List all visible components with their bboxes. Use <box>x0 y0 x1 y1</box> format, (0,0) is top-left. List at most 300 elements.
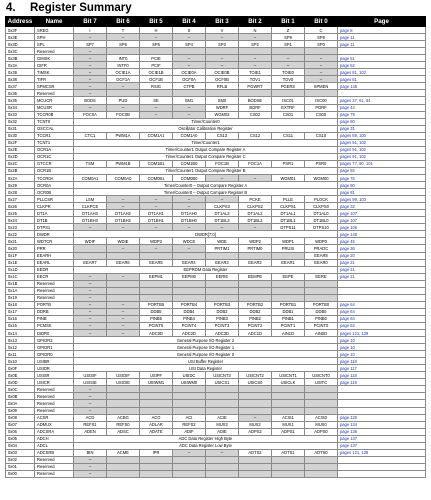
register-name-cell: OCR0B <box>35 189 74 196</box>
bit-cell: OCIE1B <box>140 69 173 76</box>
page-reference-cell: page 11 <box>338 41 426 48</box>
page-reference-cell: page 10 <box>338 351 426 358</box>
register-name-cell: USISR <box>35 372 74 379</box>
bit-cell <box>173 470 206 477</box>
page-reference-cell: page 10 <box>338 344 426 351</box>
bit-cell: – <box>74 463 107 470</box>
bit-cell: RSIG <box>140 83 173 90</box>
bit-cell: INT0 <box>107 55 140 62</box>
address-cell: 0x3F <box>6 27 35 34</box>
bit-cell: CS01 <box>272 111 305 118</box>
register-description-cell: Timer/Counter1 <box>74 139 338 146</box>
bit-cell: USICLK <box>272 379 305 386</box>
bit-cell: PRTIM0 <box>239 245 272 252</box>
address-cell: 0x20 <box>6 245 35 252</box>
bit-cell: – <box>173 196 206 203</box>
page-reference-cell <box>338 470 426 477</box>
bit-cell <box>272 287 305 294</box>
bit-cell: DT1AH0 <box>173 210 206 217</box>
bit-cell: TOV1 <box>239 76 272 83</box>
bit-cell: OCF1A <box>107 76 140 83</box>
register-name-cell: Reserved <box>35 287 74 294</box>
bit-cell <box>239 393 272 400</box>
bit-cell: – <box>305 62 338 69</box>
register-description-cell: Timer/Counter1 Output Compare Register B <box>74 167 338 174</box>
page-reference-cell: page 118 <box>338 372 426 379</box>
bit-cell: CLKPS1 <box>272 203 305 210</box>
bit-cell: H <box>140 27 173 34</box>
bit-cell: INTF0 <box>107 62 140 69</box>
bit-cell <box>107 90 140 97</box>
page-reference-cell: page 64 <box>338 315 426 322</box>
address-cell: 0x3B <box>6 55 35 62</box>
bit-cell: – <box>74 104 107 111</box>
bit-cell: DDB4 <box>173 308 206 315</box>
bit-cell: V <box>206 27 239 34</box>
address-cell: 0x1F <box>6 252 35 259</box>
bit-cell: EEAR6 <box>107 259 140 266</box>
page-reference-cell: page 145 <box>338 83 426 90</box>
bit-cell: ADIE <box>206 428 239 435</box>
table-row <box>6 217 426 224</box>
bit-cell: DT1AL0 <box>305 210 338 217</box>
bit-cell: EEPM0 <box>173 273 206 280</box>
bit-cell: ISC00 <box>305 97 338 104</box>
bit-cell <box>272 400 305 407</box>
page-reference-cell <box>338 48 426 55</box>
bit-cell <box>305 294 338 301</box>
page-reference-cell <box>338 400 426 407</box>
table-row <box>6 174 426 181</box>
bit-cell: PRADC <box>305 245 338 252</box>
address-cell: 0x14 <box>6 330 35 337</box>
table-row <box>6 160 426 167</box>
bit-cell: – <box>107 273 140 280</box>
bit-cell: WGM00 <box>305 174 338 181</box>
bit-cell: – <box>74 280 107 287</box>
bit-cell <box>239 470 272 477</box>
bit-cell <box>173 463 206 470</box>
bit-cell: SM1 <box>173 97 206 104</box>
register-name-cell: GTCCR <box>35 160 74 167</box>
register-name-cell: PLLCSR <box>35 196 74 203</box>
bit-cell <box>239 386 272 393</box>
table-row <box>6 252 426 259</box>
bit-cell <box>272 48 305 55</box>
bit-cell <box>140 48 173 55</box>
table-row <box>6 273 426 280</box>
bit-cell: T <box>107 27 140 34</box>
address-cell: 0x08 <box>6 414 35 421</box>
bit-cell: PCINT2 <box>239 322 272 329</box>
bit-cell: ADC0D <box>140 330 173 337</box>
table-row <box>6 400 426 407</box>
register-name-cell: Reserved <box>35 393 74 400</box>
bit-cell: – <box>305 55 338 62</box>
bit-cell: – <box>74 456 107 463</box>
bit-cell: PINB1 <box>272 315 305 322</box>
register-description-cell: General Purpose I/O Register 1 <box>74 344 338 351</box>
bit-cell: CS12 <box>239 132 272 139</box>
register-summary-table <box>5 16 426 478</box>
bit-cell: – <box>107 315 140 322</box>
bit-cell: PCIF <box>140 62 173 69</box>
address-cell: 0x2E <box>6 146 35 153</box>
bit-cell: FOC1B <box>206 160 239 167</box>
bit-cell: PSR1 <box>272 160 305 167</box>
bit-cell <box>74 252 107 259</box>
register-name-cell: SREG <box>35 27 74 34</box>
register-name-cell: DWDR <box>35 231 74 238</box>
bit-cell: ADPS1 <box>272 428 305 435</box>
table-row <box>6 104 426 111</box>
bit-cell <box>140 400 173 407</box>
register-name-cell: MCUCR <box>35 97 74 104</box>
bit-cell: ACD <box>74 414 107 421</box>
bit-cell: – <box>206 224 239 231</box>
bit-cell <box>272 407 305 414</box>
bit-cell: USIPF <box>140 372 173 379</box>
bit-cell: ADTS0 <box>305 449 338 456</box>
bit-cell: WGM02 <box>206 111 239 118</box>
bit-cell: TOIE1 <box>239 69 272 76</box>
bit-cell: DT1BL1 <box>272 217 305 224</box>
bit-cell: – <box>239 34 272 41</box>
address-cell: 0x2A <box>6 174 35 181</box>
address-cell: 0x0A <box>6 400 35 407</box>
table-row <box>6 421 426 428</box>
register-description-cell: EEPROM Data Register <box>74 266 338 273</box>
bit-cell: EEAR1 <box>272 259 305 266</box>
bit-cell <box>140 463 173 470</box>
bit-cell: USICNT2 <box>239 372 272 379</box>
bit-cell: – <box>140 196 173 203</box>
table-row <box>6 27 426 34</box>
page-reference-cell: page 36 <box>338 245 426 252</box>
bit-cell <box>272 280 305 287</box>
address-cell: 0x24 <box>6 217 35 224</box>
bit-cell: REFS1 <box>74 421 107 428</box>
bit-cell: TSM <box>74 160 107 167</box>
bit-cell <box>239 280 272 287</box>
bit-cell: – <box>173 111 206 118</box>
bit-cell: PINB5 <box>140 315 173 322</box>
address-cell: 0x02 <box>6 456 35 463</box>
bit-cell <box>272 470 305 477</box>
bit-cell: – <box>239 414 272 421</box>
page-reference-cell: page 76 <box>338 174 426 181</box>
address-cell: 0x1E <box>6 259 35 266</box>
table-row <box>6 231 426 238</box>
bit-cell <box>74 245 107 252</box>
bit-cell <box>305 456 338 463</box>
bit-cell <box>239 48 272 55</box>
bit-cell <box>305 400 338 407</box>
bit-cell: PUD <box>107 97 140 104</box>
bit-cell: – <box>173 224 206 231</box>
bit-cell: ADPS0 <box>305 428 338 435</box>
register-name-cell: DDRB <box>35 308 74 315</box>
page-reference-cell: page 31 <box>338 125 426 132</box>
bit-cell: DT1AL3 <box>206 210 239 217</box>
bit-cell <box>107 294 140 301</box>
bit-cell: PGERS <box>272 83 305 90</box>
page-reference-cell <box>338 90 426 97</box>
bit-cell: CLKPS3 <box>206 203 239 210</box>
register-name-cell: GIFR <box>35 62 74 69</box>
bit-cell: ADTS1 <box>272 449 305 456</box>
register-name-cell: OCR1B <box>35 167 74 174</box>
page-reference-cell: page 118 <box>338 358 426 365</box>
table-row <box>6 301 426 308</box>
register-name-cell: Reserved <box>35 294 74 301</box>
address-cell: 0x16 <box>6 315 35 322</box>
bit-cell: – <box>107 34 140 41</box>
register-name-cell: Reserved <box>35 48 74 55</box>
bit-cell: ADIF <box>173 428 206 435</box>
table-row <box>6 470 426 477</box>
bit-cell: USIDC <box>173 372 206 379</box>
header-bit7: Bit 7 <box>74 17 107 27</box>
page-reference-cell: pages 89, 100 <box>338 132 426 139</box>
bit-cell <box>206 294 239 301</box>
register-name-cell: PCMSK <box>35 322 74 329</box>
bit-cell: – <box>74 294 107 301</box>
page-reference-cell: page 44 <box>338 104 426 111</box>
register-name-cell: Reserved <box>35 400 74 407</box>
address-cell: 0x15 <box>6 322 35 329</box>
bit-cell: – <box>239 174 272 181</box>
bit-cell: SPMEN <box>305 83 338 90</box>
bit-cell: ADPS2 <box>239 428 272 435</box>
bit-cell: MUX3 <box>206 421 239 428</box>
table-row <box>6 449 426 456</box>
header-address: Address <box>6 17 35 27</box>
page-reference-cell: page 64 <box>338 301 426 308</box>
bit-cell: PORF <box>305 104 338 111</box>
bit-cell: DT1BL3 <box>206 217 239 224</box>
bit-cell <box>173 294 206 301</box>
bit-cell: – <box>74 386 107 393</box>
bit-cell: USICS1 <box>206 379 239 386</box>
page-reference-cell: page 51 <box>338 55 426 62</box>
table-row <box>6 456 426 463</box>
address-cell: 0x17 <box>6 308 35 315</box>
table-row <box>6 76 426 83</box>
bit-cell <box>140 393 173 400</box>
header-bit5: Bit 5 <box>140 17 173 27</box>
register-name-cell: GPIOR2 <box>35 337 74 344</box>
bit-cell: PINB4 <box>173 315 206 322</box>
bit-cell: – <box>74 407 107 414</box>
address-cell: 0x1C <box>6 273 35 280</box>
register-name-cell: USIBR <box>35 358 74 365</box>
bit-cell: – <box>74 470 107 477</box>
bit-cell: WDP0 <box>305 238 338 245</box>
table-row <box>6 146 426 153</box>
bit-cell: DT1BH0 <box>173 217 206 224</box>
table-row <box>6 203 426 210</box>
address-cell: 0x28 <box>6 189 35 196</box>
register-name-cell: SPMCSR <box>35 83 74 90</box>
bit-cell: DT1AH3 <box>74 210 107 217</box>
bit-cell: – <box>206 174 239 181</box>
bit-cell: SP9 <box>272 34 305 41</box>
bit-cell <box>107 407 140 414</box>
page-reference-cell: page 81 <box>338 189 426 196</box>
bit-cell: COM0A0 <box>107 174 140 181</box>
bit-cell <box>206 470 239 477</box>
address-cell: 0x03 <box>6 449 35 456</box>
table-row <box>6 90 426 97</box>
table-row <box>6 393 426 400</box>
table-row <box>6 266 426 273</box>
page-reference-cell: pages 37, 61, 64 <box>338 97 426 104</box>
address-cell: 0x0C <box>6 386 35 393</box>
bit-cell <box>239 294 272 301</box>
bit-cell: WDP2 <box>239 238 272 245</box>
table-row <box>6 315 426 322</box>
bit-cell: IPR <box>140 449 173 456</box>
bit-cell: DT1AH1 <box>140 210 173 217</box>
bit-cell <box>173 456 206 463</box>
page-reference-cell: pages 91, 102 <box>338 153 426 160</box>
register-description-cell: Timer/Counter0 <box>74 118 338 125</box>
bit-cell: – <box>272 62 305 69</box>
address-cell: 0x13 <box>6 337 35 344</box>
bit-cell: EEAR0 <box>305 259 338 266</box>
bit-cell: COM0B1 <box>140 174 173 181</box>
header-bit3: Bit 3 <box>206 17 239 27</box>
bit-cell <box>206 393 239 400</box>
bit-cell: ACBG <box>107 414 140 421</box>
header-name: Name <box>35 17 74 27</box>
register-description-cell: DWDR[7:0] <box>74 231 338 238</box>
bit-cell: – <box>74 330 107 337</box>
bit-cell: AIN1D <box>272 330 305 337</box>
table-row <box>6 118 426 125</box>
page-reference-cell <box>338 294 426 301</box>
bit-cell: N <box>239 27 272 34</box>
bit-cell: BODS <box>74 97 107 104</box>
bit-cell: WDP3 <box>140 238 173 245</box>
bit-cell: TOIE0 <box>272 69 305 76</box>
bit-cell <box>173 252 206 259</box>
bit-cell: DDB0 <box>305 308 338 315</box>
page-reference-cell: pages 121, 138 <box>338 330 426 337</box>
table-row <box>6 238 426 245</box>
bit-cell: PORTB5 <box>140 301 173 308</box>
bit-cell: – <box>239 62 272 69</box>
register-name-cell: TIMSK <box>35 69 74 76</box>
table-row <box>6 280 426 287</box>
page-reference-cell: page 137 <box>338 442 426 449</box>
bit-cell: ACIS1 <box>272 414 305 421</box>
bit-cell: USIWM0 <box>173 379 206 386</box>
bit-cell: – <box>74 301 107 308</box>
address-cell: 0x04 <box>6 442 35 449</box>
bit-cell: SP4 <box>173 41 206 48</box>
bit-cell <box>272 294 305 301</box>
address-cell: 0x0E <box>6 372 35 379</box>
register-name-cell: ADCSRA <box>35 428 74 435</box>
register-name-cell: TCCR1 <box>35 132 74 139</box>
bit-cell: COM1A1 <box>140 132 173 139</box>
bit-cell: PLOCK <box>305 196 338 203</box>
bit-cell: – <box>74 287 107 294</box>
bit-cell <box>107 400 140 407</box>
bit-cell: – <box>140 224 173 231</box>
bit-cell: – <box>140 111 173 118</box>
page-reference-cell: page 52 <box>338 62 426 69</box>
bit-cell: – <box>173 34 206 41</box>
bit-cell: WGM01 <box>272 174 305 181</box>
table-row <box>6 189 426 196</box>
register-name-cell: Reserved <box>35 386 74 393</box>
bit-cell <box>239 90 272 97</box>
bit-cell <box>206 287 239 294</box>
bit-cell: ACO <box>140 414 173 421</box>
table-row <box>6 344 426 351</box>
bit-cell <box>173 386 206 393</box>
page-reference-cell: pages 91, 102 <box>338 146 426 153</box>
bit-cell <box>140 252 173 259</box>
page-reference-cell: page 10 <box>338 337 426 344</box>
table-row <box>6 414 426 421</box>
bit-cell <box>272 386 305 393</box>
table-header-row <box>6 17 426 27</box>
bit-cell: S <box>173 27 206 34</box>
address-cell: 0x2F <box>6 139 35 146</box>
bit-cell: – <box>206 62 239 69</box>
address-cell: 0x33 <box>6 111 35 118</box>
address-cell: 0x30 <box>6 132 35 139</box>
bit-cell <box>173 407 206 414</box>
address-cell: 0x0B <box>6 393 35 400</box>
bit-cell <box>107 463 140 470</box>
bit-cell: – <box>140 34 173 41</box>
bit-cell <box>140 470 173 477</box>
bit-cell: OCIE0A <box>173 69 206 76</box>
bit-cell <box>206 386 239 393</box>
bit-cell: CLKPS2 <box>239 203 272 210</box>
register-name-cell: TIFR <box>35 76 74 83</box>
bit-cell: – <box>173 55 206 62</box>
bit-cell <box>107 252 140 259</box>
bit-cell: EERE <box>305 273 338 280</box>
register-name-cell: Reserved <box>35 407 74 414</box>
bit-cell: ACI <box>173 414 206 421</box>
register-name-cell: OCR1A <box>35 146 74 153</box>
header-bit2: Bit 2 <box>239 17 272 27</box>
table-row <box>6 428 426 435</box>
bit-cell: USICS0 <box>239 379 272 386</box>
bit-cell: – <box>206 449 239 456</box>
table-row <box>6 259 426 266</box>
bit-cell: ADSC <box>107 428 140 435</box>
bit-cell: COM1A0 <box>173 132 206 139</box>
table-row <box>6 69 426 76</box>
table-row <box>6 196 426 203</box>
page-reference-cell <box>338 386 426 393</box>
register-name-cell: Reserved <box>35 470 74 477</box>
bit-cell: FOC0A <box>74 111 107 118</box>
bit-cell: CS10 <box>305 132 338 139</box>
page-reference-cell: page 119 <box>338 379 426 386</box>
register-description-cell: ADC Data Register Low Byte <box>74 442 338 449</box>
bit-cell: EXTRF <box>272 104 305 111</box>
address-cell: 0x18 <box>6 301 35 308</box>
